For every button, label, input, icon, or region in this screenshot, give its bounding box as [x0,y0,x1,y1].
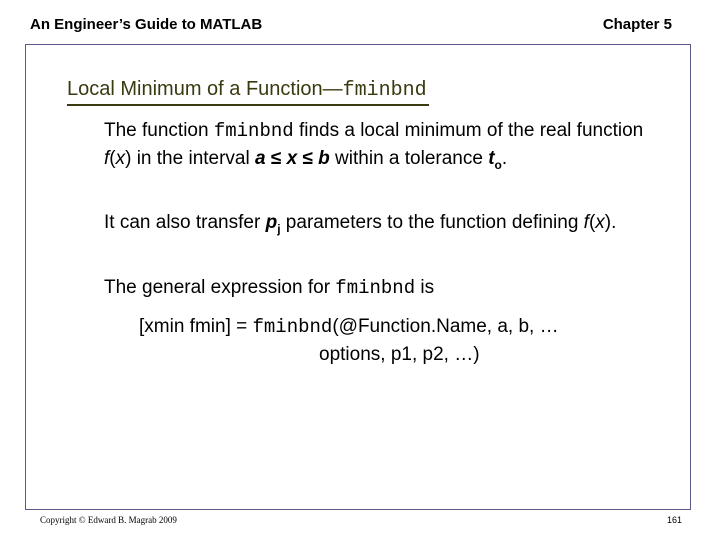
p2-x: x [595,212,605,233]
chapter-label: Chapter 5 [602,16,672,33]
p1-code: fminbnd [213,120,294,142]
p2-p-subscript: j [277,222,281,236]
p2-text-3: ). [604,212,617,233]
p2-f: f [583,212,589,233]
page-number: 161 [666,515,682,525]
p1-b: b [318,148,330,169]
title-text: Local Minimum of a Function— [67,78,343,100]
p1-x: x [115,148,126,169]
p1-text-1: The function [104,120,214,141]
book-title: An Engineer’s Guide to MATLAB [30,16,263,33]
expr-lhs: [xmin fmin] = [139,316,253,337]
title-code: fminbnd [342,79,427,102]
p1-text-2: finds a local minimum of the real function [293,120,644,141]
paragraph-general-expression [104,274,434,302]
expression-line-2: options, p1, p2, …) [319,344,480,365]
expr-args: (@Function.Name, a, b, … [332,316,559,337]
slide-title [67,76,429,106]
p1-text-4: within a tolerance [329,148,489,169]
p2-open-paren: ( [588,212,596,233]
p3-code: fminbnd [335,277,416,299]
p1-le-1: ≤ [265,148,287,169]
copyright: Copyright © Edward B. Magrab 2009 [40,515,177,525]
p1-a: a [255,148,266,169]
paragraph-description [104,117,664,179]
p1-t: t [488,148,495,169]
expr-code: fminbnd [252,316,333,338]
paragraph-parameters [104,209,664,243]
p1-f: f [104,148,110,169]
p2-text-2: parameters to the function defining [280,212,584,233]
p1-x2: x [286,148,298,169]
p1-open-paren: ( [109,148,116,169]
p3-text-2: is [415,277,435,298]
p3-text-1: The general expression for [104,277,336,298]
p1-period: . [501,148,508,169]
expression-line-1 [139,313,559,341]
p1-le-2: ≤ [297,148,319,169]
p1-text-3: ) in the interval [125,148,256,169]
p2-text-1: It can also transfer [104,212,266,233]
p1-t-subscript: o [494,158,502,172]
p2-p: p [265,212,278,233]
